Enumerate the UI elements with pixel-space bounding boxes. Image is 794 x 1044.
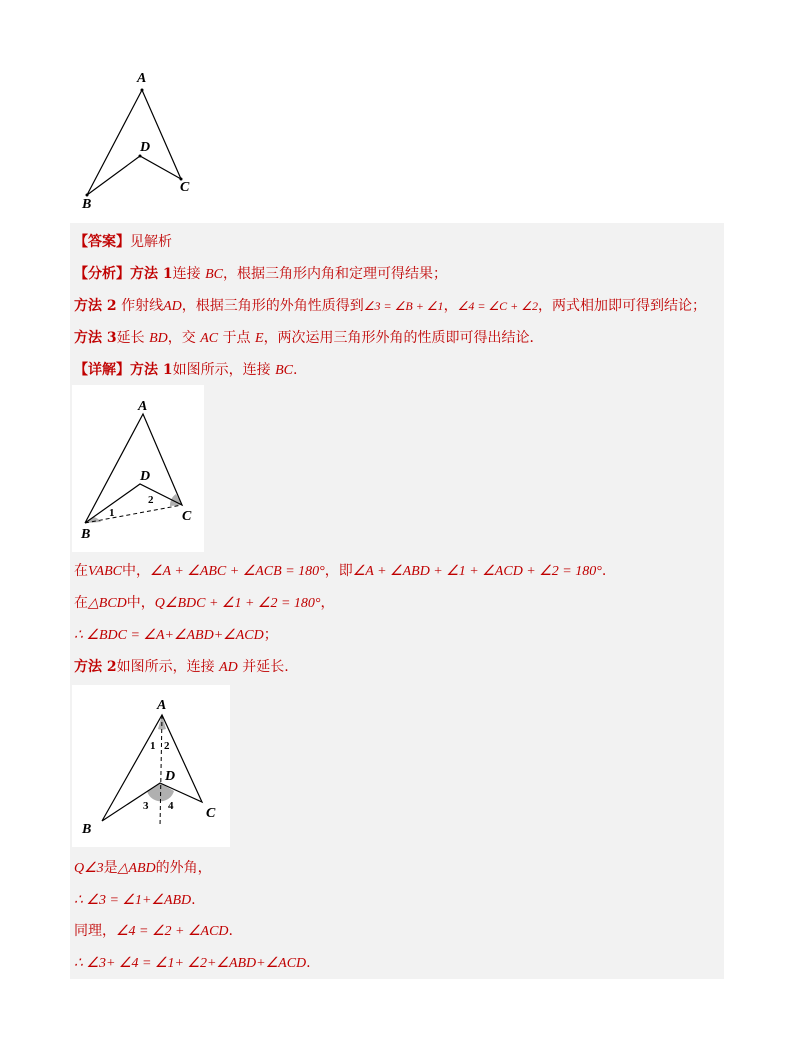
analysis-method3: 方法 3延长 BD，交 AC 于点 E，两次运用三角形外角的性质即可得出结论． xyxy=(74,330,544,346)
fig2-angle-4: 4 xyxy=(168,800,174,812)
fig2-angle-2: 2 xyxy=(164,740,170,752)
analysis-method1: 【分析】方法 1连接 BC，根据三角形内角和定理可得结果； xyxy=(74,266,447,282)
answer-line: 【答案】见解析 xyxy=(74,234,172,250)
figure-method1 xyxy=(72,385,204,552)
fig2-angle-3: 3 xyxy=(143,800,149,812)
label-b: B xyxy=(82,197,92,212)
label-a: A xyxy=(137,71,147,86)
fig2-angle-1: 1 xyxy=(150,740,156,752)
top-figure xyxy=(74,64,204,214)
fig1-label-d: D xyxy=(140,469,151,484)
fig1-label-c: C xyxy=(182,509,192,524)
label-c: C xyxy=(180,180,190,195)
detail-line7: ∴ ∠3+ ∠4 = ∠1+ ∠2+∠ABD+∠ACD. xyxy=(74,955,311,971)
detail-method2-title: 方法 2如图所示，连接 AD 并延长. xyxy=(74,659,289,675)
fig2-label-d: D xyxy=(165,769,176,784)
fig2-label-b: B xyxy=(82,822,92,837)
detail-line4: Q∠3是△ABD的外角， xyxy=(74,860,212,876)
fig1-label-a: A xyxy=(138,399,148,414)
detail-line5: ∴ ∠3 = ∠1+∠ABD. xyxy=(74,892,196,908)
fig1-angle-2: 2 xyxy=(148,494,154,506)
fig1-angle-1: 1 xyxy=(109,507,115,519)
detail-line3: ∴ ∠BDC = ∠A+∠ABD+∠ACD； xyxy=(74,627,278,643)
figure-method2 xyxy=(72,685,230,847)
detail-line6: 同理，∠4 = ∠2 + ∠ACD. xyxy=(74,923,233,939)
fig1-label-b: B xyxy=(81,527,91,542)
fig2-label-c: C xyxy=(206,806,216,821)
label-d: D xyxy=(140,140,151,155)
analysis-method2: 方法 2 作射线AD，根据三角形的外角性质得到∠3 = ∠B + ∠1，∠4 = ∠C + ∠2，两式相加即可得到结论； xyxy=(74,298,707,314)
detail-line1: 在VABC中，∠A + ∠ABC + ∠ACB = 180°，即∠A + ∠ABD + ∠1 + ∠ACD + ∠2 = 180°. xyxy=(74,563,607,579)
fig2-label-a: A xyxy=(157,698,167,713)
detail-line2: 在△BCD中，Q∠BDC + ∠1 + ∠2 = 180°， xyxy=(74,595,335,611)
detail-method1-title: 【详解】方法 1如图所示，连接 BC. xyxy=(74,362,298,378)
